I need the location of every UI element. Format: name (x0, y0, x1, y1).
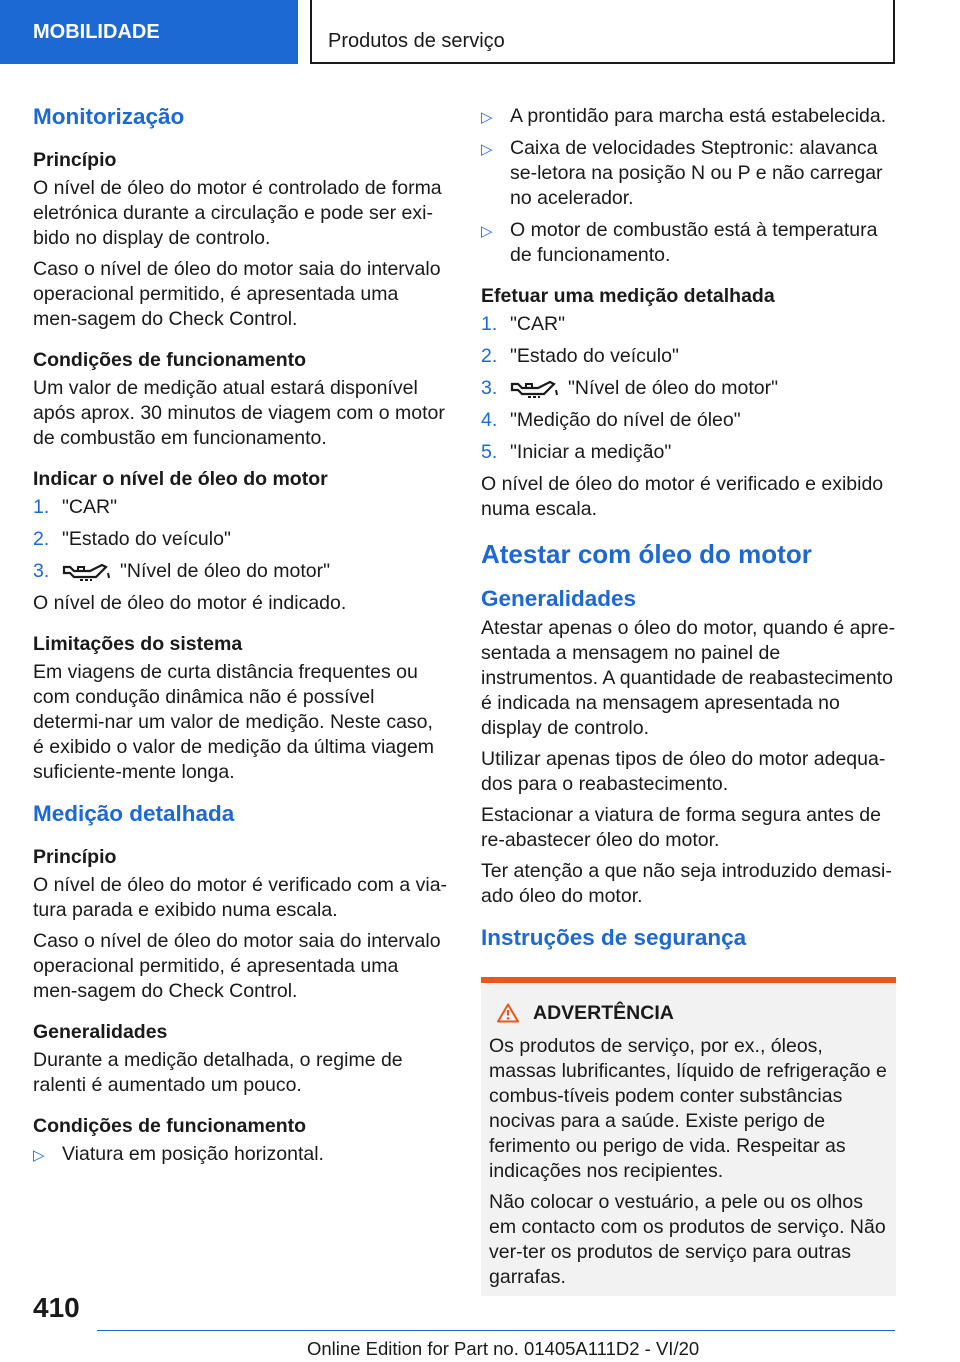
step-text: "Nível de óleo do motor" (120, 560, 331, 582)
subheading-conditions: Condições de funcionamento (33, 1115, 307, 1137)
warning-text: Os produtos de serviço, por ex., óleos, massas lubrificantes, líquido de refrigeração e combus-tíveis podem conter substâncias nocivas para a saúde. Existe perigo de ferimento ou perigo de vida. Respeitar as indicações nos recipientes. (489, 1035, 887, 1182)
subheading-indicate-oil: Indicar o nível de óleo do motor (33, 468, 328, 490)
measure-section (481, 280, 896, 522)
warning-label: ADVERTÊNCIA (533, 1002, 674, 1024)
step-text: "Medição do nível de óleo" (510, 409, 741, 431)
triangle-bullet-icon: ▷ (481, 141, 493, 158)
step-number: 5. (481, 441, 498, 463)
section-title-monitoring: Monitorização (33, 104, 185, 129)
detailed-principle-section (33, 841, 448, 1004)
step-text: "Iniciar a medição" (510, 441, 672, 463)
limits-section (33, 628, 448, 785)
left-column (33, 100, 448, 1179)
triangle-bullet-icon: ▷ (481, 223, 493, 240)
step-number: 3. (33, 560, 50, 582)
chapter-title: Produtos de serviço (310, 0, 895, 64)
list-item (481, 376, 896, 401)
list-item (33, 559, 448, 584)
warning-title (497, 1001, 888, 1026)
detailed-general-section (33, 1016, 448, 1098)
topup-general-section (481, 616, 896, 909)
triangle-bullet-icon: ▷ (33, 1147, 45, 1164)
right-column (481, 104, 896, 1296)
step-number: 1. (481, 313, 498, 335)
subheading-limits: Limitações do sistema (33, 633, 243, 655)
conditions-list (33, 1142, 448, 1167)
list-item (481, 136, 896, 211)
condition-text: O motor de combustão está à temperatura de funcionamento. (510, 219, 878, 266)
subheading-perform-measurement: Efetuar uma medição detalhada (481, 285, 775, 307)
detailed-conditions-section (33, 1110, 448, 1167)
condition-text: Viatura em posição horizontal. (62, 1143, 324, 1165)
paragraph: Um valor de medição atual estará disponível após aprox. 30 minutos de viagem com o motor de combustão em funcionamento. (33, 377, 445, 449)
principle-section (33, 144, 448, 332)
steps-list (481, 312, 896, 465)
step-text: "Estado do veículo" (62, 528, 231, 550)
triangle-bullet-icon: ▷ (481, 109, 493, 126)
paragraph: Atestar apenas o óleo do motor, quando é apre-sentada a mensagem no painel de instrumentos. A quantidade de reabastecimento é indicada na mensagem apresentada no display de controlo. (481, 617, 896, 739)
subheading-principle: Princípio (33, 846, 117, 868)
list-item (481, 104, 896, 129)
edition-footer: Online Edition for Part no. 01405A111D2 - VI/20 (307, 1338, 700, 1359)
paragraph: Utilizar apenas tipos de óleo do motor adequa-dos para o reabastecimento. (481, 748, 886, 795)
warning-text: Não colocar o vestuário, a pele ou os olhos em contacto com os produtos de serviço. Não ver-ter os produtos de serviço para outras garrafas. (489, 1191, 886, 1288)
paragraph: Durante a medição detalhada, o regime de ralenti é aumentado um pouco. (33, 1049, 403, 1096)
step-number: 4. (481, 409, 498, 431)
chapter-section-tab: MOBILIDADE (0, 0, 298, 64)
subheading-general: Generalidades (33, 1021, 168, 1043)
paragraph: O nível de óleo do motor é indicado. (33, 592, 347, 614)
paragraph: O nível de óleo do motor é controlado de forma eletrónica durante a circulação e pode ser exi-bido no display de controlo. (33, 177, 442, 249)
step-number: 2. (33, 528, 50, 550)
oil-can-icon (510, 378, 560, 400)
paragraph: Caso o nível de óleo do motor saia do intervalo operacional permitido, é apresentada uma men-sagem do Check Control. (33, 258, 441, 330)
conditions-section (33, 344, 448, 451)
footer-divider (97, 1330, 895, 1331)
list-item (481, 218, 896, 268)
condition-text: Caixa de velocidades Steptronic: alavanca se-letora na posição N ou P e não carregar no acelerador. (510, 137, 883, 209)
step-number: 1. (33, 496, 50, 518)
warning-triangle-icon (497, 1003, 519, 1023)
oil-can-icon (62, 561, 112, 583)
subheading-principle: Princípio (33, 149, 117, 171)
list-item (33, 495, 448, 520)
paragraph: Caso o nível de óleo do motor saia do intervalo operacional permitido, é apresentada uma men-sagem do Check Control. (33, 930, 441, 1002)
step-text: "CAR" (62, 496, 118, 518)
paragraph: O nível de óleo do motor é verificado com a via-tura parada e exibido numa escala. (33, 874, 448, 921)
warning-box (481, 977, 896, 1296)
condition-text: A prontidão para marcha está estabelecida. (510, 105, 887, 127)
step-text: "CAR" (510, 313, 566, 335)
page-number: 410 (33, 1292, 80, 1323)
list-item (481, 408, 896, 433)
indicate-section (33, 463, 448, 616)
step-number: 2. (481, 345, 498, 367)
list-item (33, 527, 448, 552)
subheading-conditions: Condições de funcionamento (33, 349, 307, 371)
step-number: 3. (481, 377, 498, 399)
section-title-general: Generalidades (481, 586, 637, 611)
steps-list (33, 495, 448, 584)
section-title-detailed-measurement: Medição detalhada (33, 801, 235, 826)
section-title-topup-oil: Atestar com óleo do motor (481, 539, 812, 569)
paragraph: O nível de óleo do motor é verificado e exibido numa escala. (481, 473, 884, 520)
section-title-safety: Instruções de segurança (481, 925, 747, 950)
list-item (481, 312, 896, 337)
paragraph: Ter atenção a que não seja introduzido demasi-ado óleo do motor. (481, 860, 892, 907)
paragraph: Estacionar a viatura de forma segura antes de re-abastecer óleo do motor. (481, 804, 881, 851)
list-item (481, 440, 896, 465)
step-text: "Nível de óleo do motor" (568, 377, 779, 399)
conditions-list-continued (481, 104, 896, 268)
list-item (33, 1142, 448, 1167)
step-text: "Estado do veículo" (510, 345, 679, 367)
list-item (481, 344, 896, 369)
paragraph: Em viagens de curta distância frequentes ou com condução dinâmica não é possível determi-nar um valor de medição. Neste caso, é exibido o valor de medição da última viagem suficiente-mente longa. (33, 661, 435, 783)
